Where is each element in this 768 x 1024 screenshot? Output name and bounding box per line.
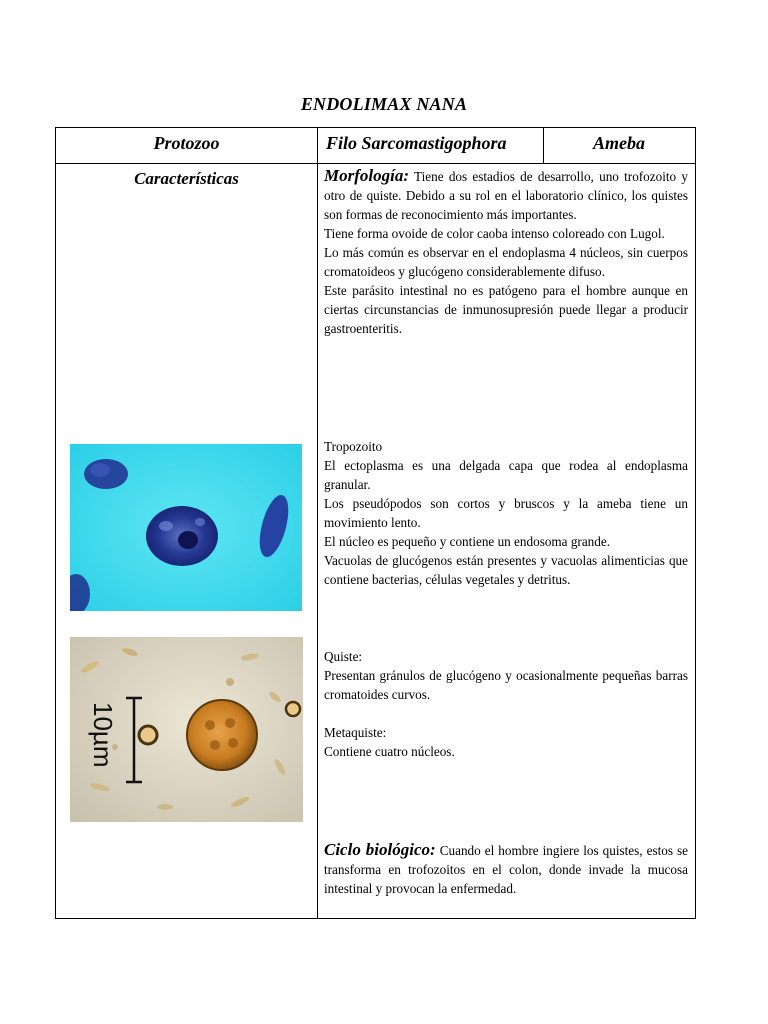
cyst-micrograph: [70, 637, 303, 822]
morfologia-section: [324, 166, 688, 338]
header-ameba: Ameba: [593, 133, 645, 153]
morfologia-p4: Este parásito intestinal no es patógeno para el hombre aunque en ciertas circunstancias de inmunosupresión puede llegar a producir gastroenteritis.: [324, 283, 688, 336]
left-label-caracteristicas: Características: [134, 169, 239, 188]
quiste-heading: Quiste:: [324, 649, 363, 664]
ciclo-p1: Cuando el hombre ingiere los quistes, estos se transforma en trofozoitos en el colon, donde invade la mucosa intestinal y provocan la enfermedad.: [324, 843, 688, 896]
trofozoito-p3: El núcleo es pequeño y contiene un endosoma grande.: [324, 534, 611, 549]
ciclo-section: [324, 840, 688, 898]
header-protozoo: Protozoo: [153, 133, 220, 153]
header-bottom-line: [56, 163, 695, 164]
morfologia-p2: Tiene forma ovoide de color caoba intenso coloreado con Lugol.: [324, 226, 665, 241]
quiste-p1: Presentan gránulos de glucógeno y ocasionalmente pequeñas barras cromatoides curvos.: [324, 668, 688, 702]
trofozoito-p1: El ectoplasma es una delgada capa que rodea al endoplasma granular.: [324, 458, 688, 492]
trophozoite-micrograph: [70, 444, 302, 611]
column-divider: [317, 128, 318, 918]
metaquiste-heading: Metaquiste:: [324, 725, 387, 740]
trofozoito-p2: Los pseudópodos son cortos y bruscos y la ameba tiene un movimiento lento.: [324, 496, 688, 530]
quiste-section: [324, 647, 688, 704]
metaquiste-section: [324, 723, 688, 761]
trofozoito-heading: Tropozoito: [324, 439, 383, 454]
morfologia-heading: Morfología:: [324, 166, 409, 185]
trofozoito-p4: Vacuolas de glucógenos están presentes y vacuolas alimenticias que contiene bacterias, células vegetales y detritus.: [324, 553, 688, 587]
morfologia-p1: Tiene dos estadios de desarrollo, uno trofozoito y otro de quiste. Debido a su rol en el laboratorio clínico, los quistes son formas de reconocimiento más importantes.: [324, 169, 688, 222]
header-filo: Filo Sarcomastigophora: [326, 133, 507, 153]
trofozoito-section: [324, 437, 688, 589]
ciclo-heading: Ciclo biológico:: [324, 840, 436, 859]
metaquiste-p1: Contiene cuatro núcleos.: [324, 744, 455, 759]
morfologia-p3: Lo más común es observar en el endoplasma 4 núcleos, sin cuerpos cromatoideos y glucógeno considerablemente difuso.: [324, 245, 688, 279]
scale-bar-label: 10µm: [88, 702, 118, 768]
document-title: ENDOLIMAX NANA: [300, 94, 468, 114]
